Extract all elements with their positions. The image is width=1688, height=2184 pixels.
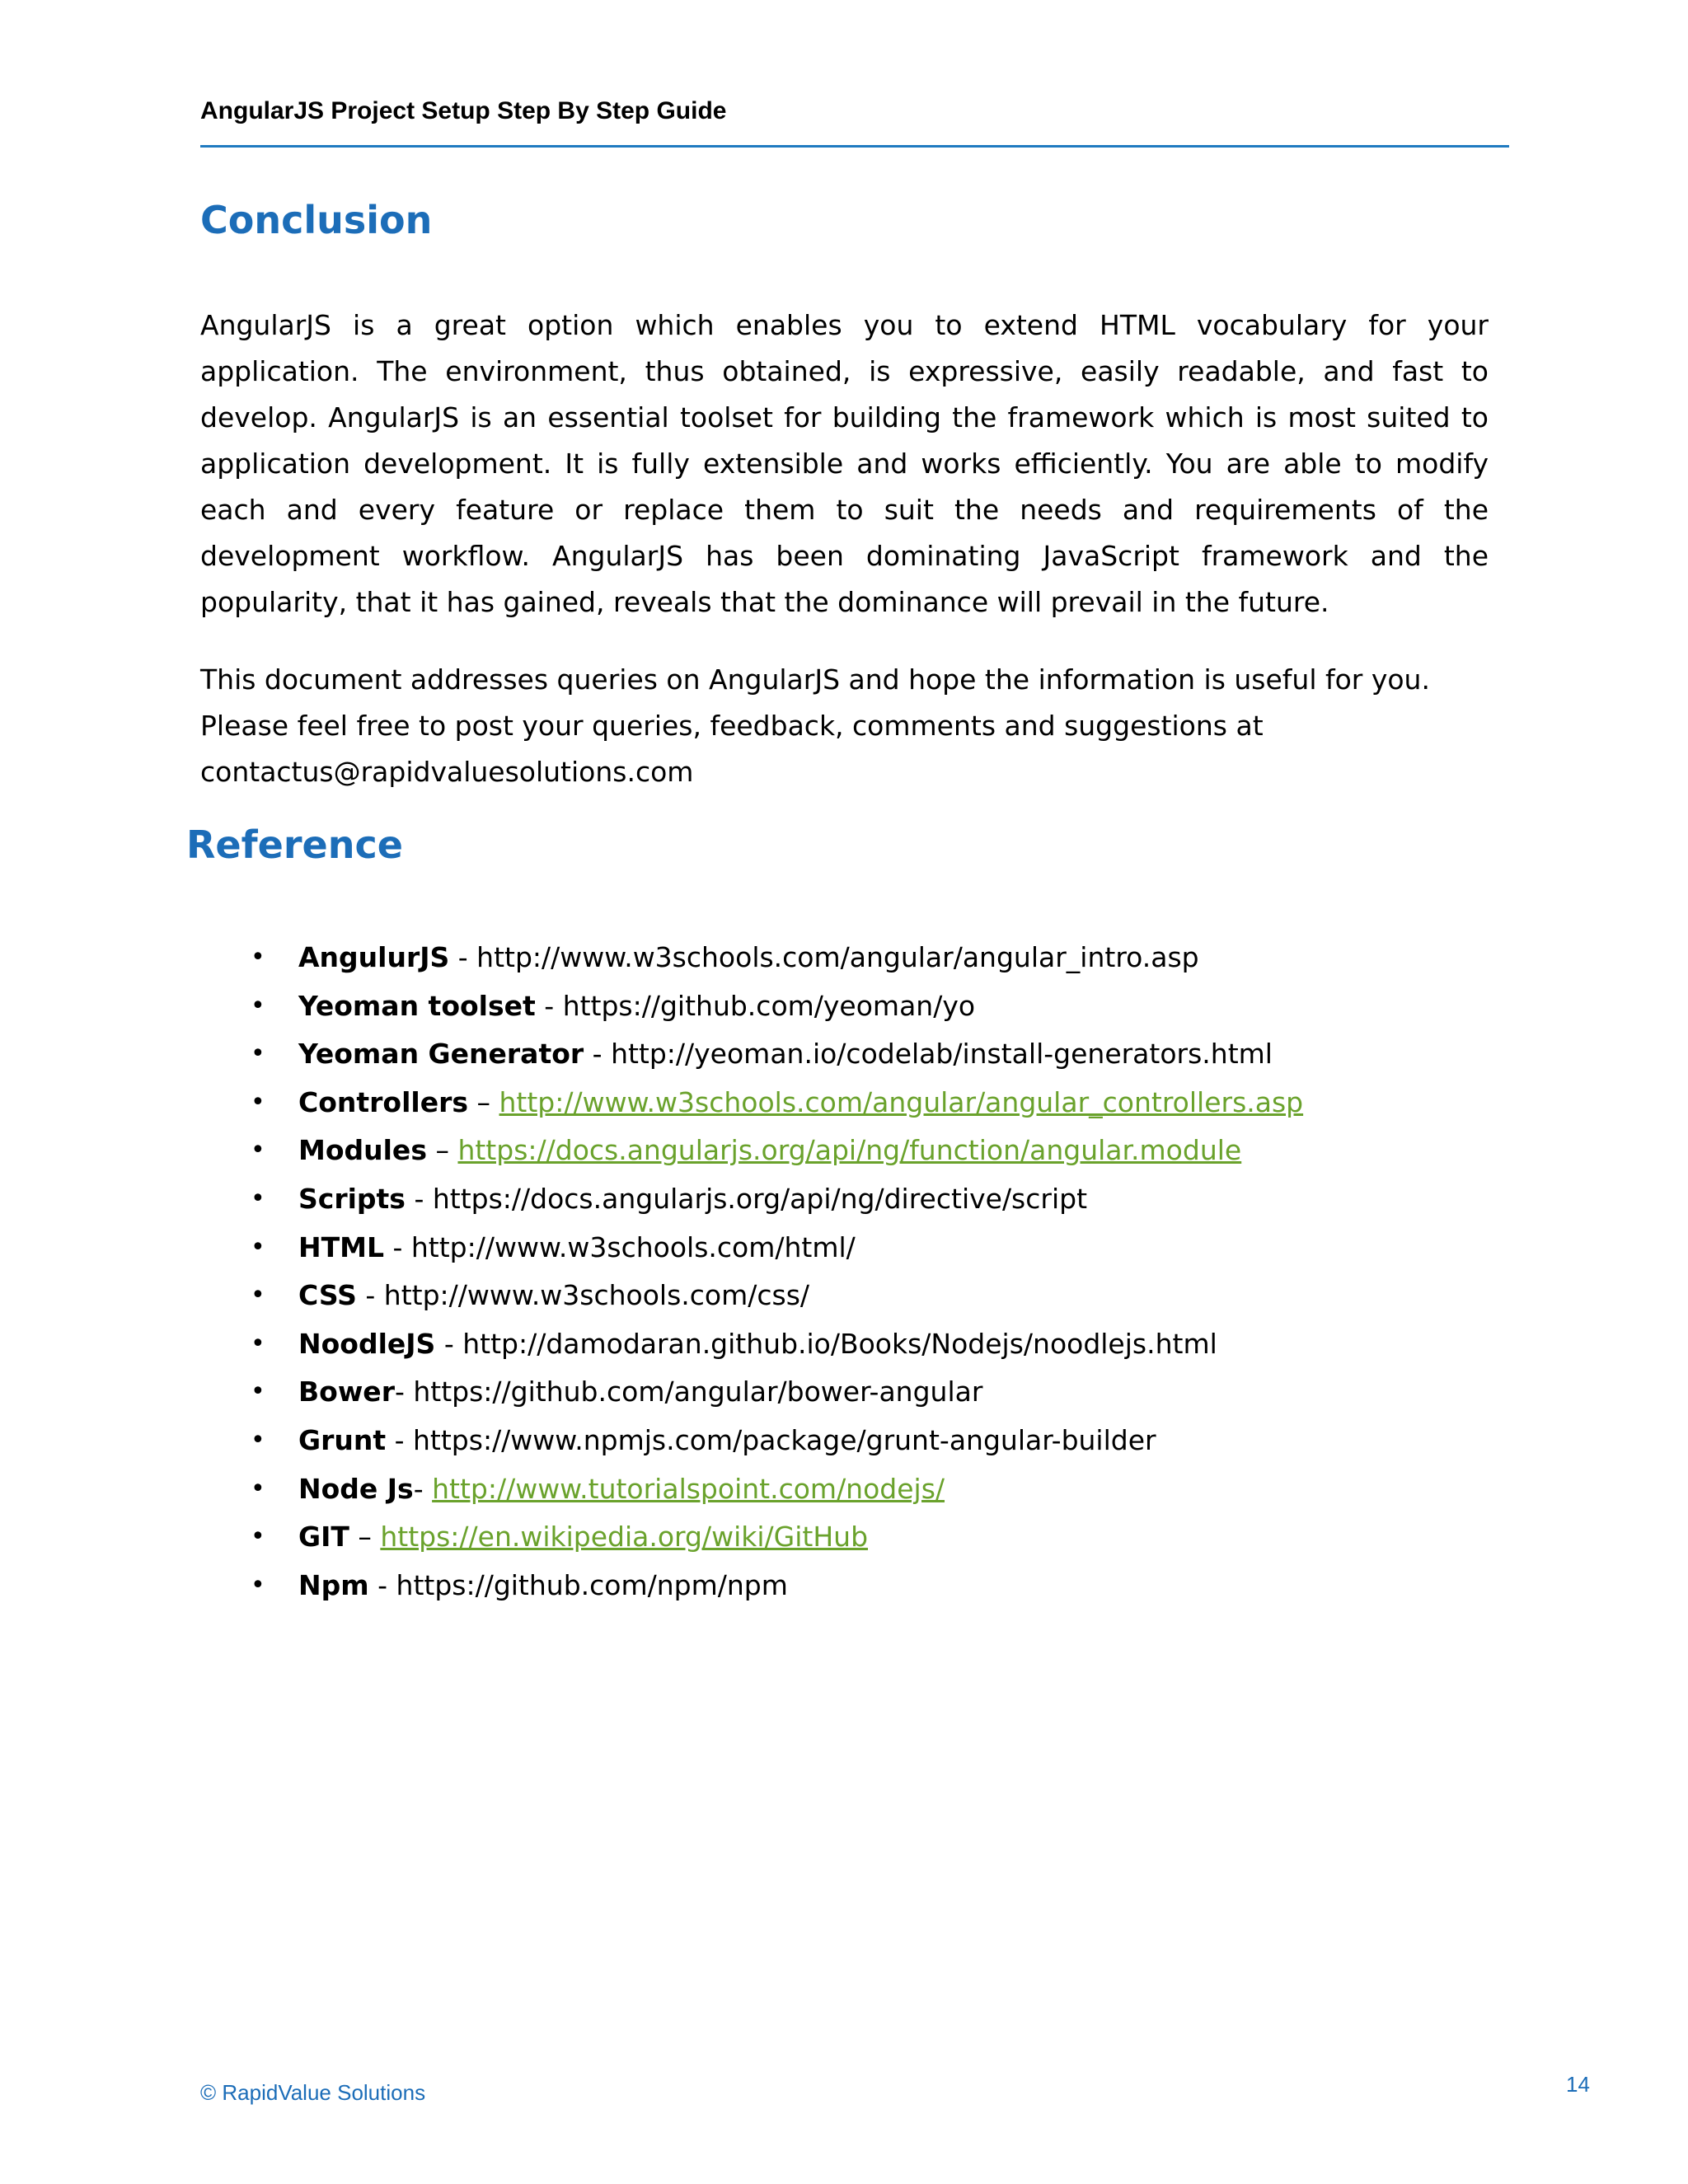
reference-name: Controllers	[298, 1085, 469, 1118]
bullet-icon: •	[251, 991, 265, 1020]
reference-item	[247, 1127, 1484, 1175]
bullet-icon: •	[251, 1039, 265, 1069]
reference-separator: -	[405, 1182, 433, 1215]
bullet-icon: •	[251, 1425, 265, 1455]
reference-name: AngulurJS	[298, 941, 450, 973]
reference-item	[247, 1320, 1484, 1369]
reference-link[interactable]: http://www.w3schools.com/angular/angular_controllers.asp	[499, 1085, 1304, 1118]
reference-separator: -	[413, 1472, 433, 1505]
reference-list	[247, 934, 1484, 1610]
reference-name: HTML	[298, 1230, 384, 1263]
reference-heading: Reference	[186, 823, 403, 867]
reference-link[interactable]: http://www.tutorialspoint.com/nodejs/	[432, 1472, 945, 1505]
bullet-icon: •	[251, 1136, 265, 1165]
running-header-title: AngularJS Project Setup Step By Step Guide	[200, 97, 727, 124]
reference-link[interactable]: https://docs.angularjs.org/api/ng/function/angular.module	[457, 1134, 1242, 1167]
reference-name: Modules	[298, 1134, 427, 1167]
reference-item	[247, 1030, 1484, 1079]
contact-line-2: Please feel free to post your queries, feedback, comments and suggestions at	[200, 710, 1264, 742]
reference-name: Node Js	[298, 1472, 414, 1505]
reference-item	[247, 1417, 1484, 1465]
reference-separator: -	[584, 1038, 612, 1071]
contact-paragraph	[200, 657, 1489, 795]
reference-url: https://github.com/angular/bower-angular	[413, 1376, 983, 1408]
reference-item	[247, 1272, 1484, 1320]
reference-separator: –	[426, 1134, 458, 1167]
reference-item	[247, 1513, 1484, 1562]
bullet-icon: •	[251, 1522, 265, 1552]
bullet-icon: •	[251, 1281, 265, 1310]
reference-separator: -	[368, 1568, 396, 1601]
reference-name: NoodleJS	[298, 1327, 436, 1360]
reference-name: Grunt	[298, 1423, 387, 1456]
reference-item	[247, 1175, 1484, 1224]
reference-separator: -	[394, 1376, 414, 1408]
reference-name: Yeoman Generator	[298, 1038, 584, 1071]
reference-name: Yeoman toolset	[298, 989, 536, 1022]
bullet-icon: •	[251, 1087, 265, 1117]
reference-separator: -	[535, 989, 563, 1022]
reference-name: Npm	[298, 1568, 369, 1601]
bullet-icon: •	[251, 1329, 265, 1358]
bullet-icon: •	[251, 1183, 265, 1213]
bullet-icon: •	[251, 943, 265, 972]
reference-separator: -	[386, 1423, 414, 1456]
reference-name: Scripts	[298, 1182, 406, 1215]
reference-item	[247, 1224, 1484, 1272]
bullet-icon: •	[251, 1377, 265, 1407]
reference-separator: –	[468, 1085, 499, 1118]
header-divider	[200, 145, 1509, 148]
reference-name: GIT	[298, 1521, 349, 1554]
reference-url: https://github.com/yeoman/yo	[562, 989, 976, 1022]
reference-name: CSS	[298, 1279, 357, 1312]
reference-separator: -	[384, 1230, 411, 1263]
contact-email: contactus@rapidvaluesolutions.com	[200, 756, 694, 788]
conclusion-heading: Conclusion	[200, 198, 433, 242]
bullet-icon: •	[251, 1474, 265, 1503]
reference-url: http://yeoman.io/codelab/install-generators.html	[611, 1038, 1273, 1071]
reference-url: http://www.w3schools.com/css/	[383, 1279, 810, 1312]
reference-url: https://github.com/npm/npm	[396, 1568, 788, 1601]
bullet-icon: •	[251, 1232, 265, 1262]
reference-link[interactable]: https://en.wikipedia.org/wiki/GitHub	[380, 1521, 869, 1554]
reference-item	[247, 1465, 1484, 1514]
conclusion-paragraph: AngularJS is a great option which enables you to extend HTML vocabulary for your application. The environment, thus obtained, is expressive, easily readable, and fast to develop. AngularJS is an essential toolset for building the framework which is most suited to application development. It is fully extensible and works efficiently. You are able to modify each and every feature or replace them to suit the needs and requirements of the development workflow. AngularJS has been dominating JavaScript framework and the popularity, that it has gained, reveals that the dominance will prevail in the future.	[200, 309, 1489, 618]
reference-item	[247, 982, 1484, 1031]
reference-separator: -	[449, 941, 477, 973]
reference-url: http://www.w3schools.com/html/	[410, 1230, 856, 1263]
bullet-icon: •	[251, 1570, 265, 1600]
reference-item	[247, 1368, 1484, 1417]
reference-url: https://docs.angularjs.org/api/ng/directive/script	[432, 1182, 1088, 1215]
reference-url: https://www.npmjs.com/package/grunt-angular-builder	[413, 1423, 1156, 1456]
contact-line-1: This document addresses queries on AngularJS and hope the information is useful for you.	[200, 663, 1430, 696]
footer-copyright: © RapidValue Solutions	[200, 2080, 426, 2105]
reference-name: Bower	[298, 1376, 395, 1408]
reference-separator: -	[356, 1279, 384, 1312]
reference-item	[247, 934, 1484, 982]
reference-url: http://damodaran.github.io/Books/Nodejs/noodlejs.html	[462, 1327, 1217, 1360]
footer-page-number: 14	[1566, 2072, 1590, 2097]
reference-item	[247, 1562, 1484, 1610]
reference-url: http://www.w3schools.com/angular/angular_intro.asp	[476, 941, 1199, 973]
reference-separator: –	[349, 1521, 381, 1554]
reference-item	[247, 1079, 1484, 1127]
reference-separator: -	[435, 1327, 463, 1360]
